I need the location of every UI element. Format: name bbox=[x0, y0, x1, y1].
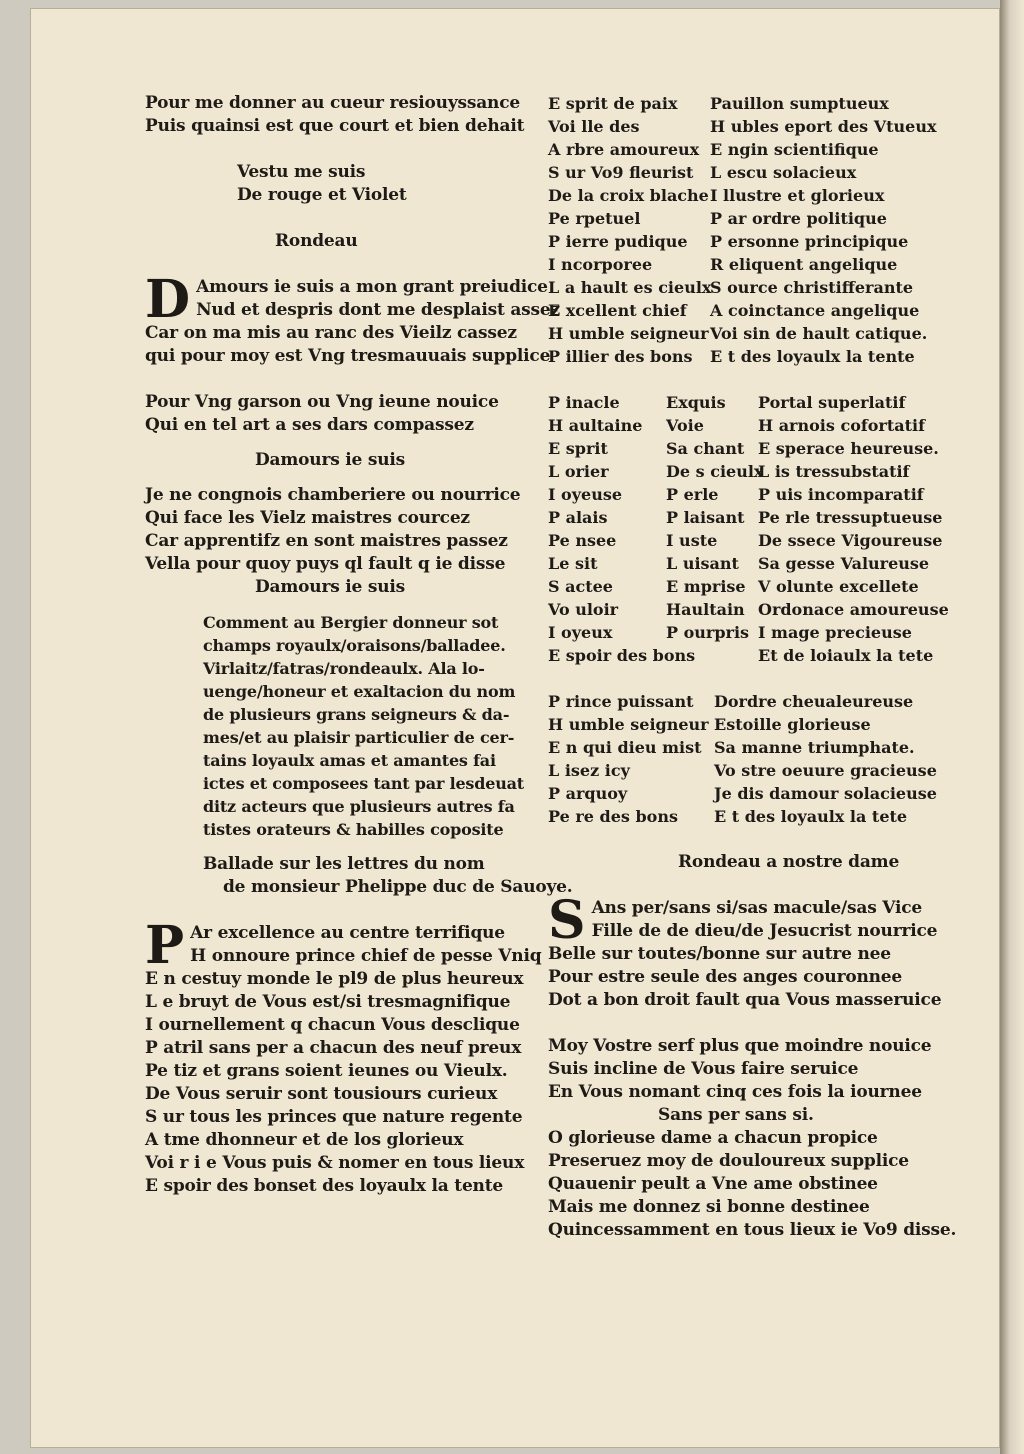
text-line: Ar excellence au centre terrifique bbox=[190, 923, 505, 943]
text-line: Pour me donner au cueur resiouyssance bbox=[145, 93, 520, 113]
text-line: Amours ie suis a mon grant preiudice bbox=[196, 277, 548, 297]
acrostic-cell: L isez icy bbox=[548, 761, 630, 780]
text-line: tistes orateurs & habilles coposite bbox=[203, 820, 504, 839]
acrostic-row bbox=[548, 391, 968, 414]
acrostic-cell: L a hault es cieulx bbox=[548, 278, 712, 297]
acrostic-row bbox=[548, 598, 968, 621]
acrostic-cell: Pe rpetuel bbox=[548, 209, 641, 228]
acrostic-cell: Exquis bbox=[666, 393, 726, 412]
acrostic-cell: Ordonace amoureuse bbox=[758, 600, 949, 619]
acrostic-cell: E t des loyaulx la tente bbox=[710, 347, 915, 366]
acrostic-row bbox=[548, 805, 968, 828]
text-line: ditz acteurs que plusieurs autres fa bbox=[203, 797, 515, 816]
text-line: Puis quainsi est que court et bien dehait bbox=[145, 116, 525, 136]
acrostic-cell: P arquoy bbox=[548, 784, 628, 803]
acrostic-cell: Pe rle tressuptueuse bbox=[758, 508, 943, 527]
acrostic-grid-1 bbox=[548, 92, 968, 368]
text-line: Comment au Bergier donneur sot bbox=[203, 613, 499, 632]
acrostic-row bbox=[548, 184, 968, 207]
rondeau-block bbox=[548, 890, 968, 1012]
text-line: E n cestuy monde le pl9 de plus heureux bbox=[145, 969, 524, 989]
acrostic-row bbox=[548, 644, 968, 667]
acrostic-cell: E sperace heureuse. bbox=[758, 439, 939, 458]
text-line: E spoir des bonset des loyaulx la tente bbox=[145, 1176, 503, 1196]
text-line: Moy Vostre serf plus que moindre nouice bbox=[548, 1036, 932, 1056]
text-line: De Vous seruir sont tousiours curieux bbox=[145, 1084, 498, 1104]
acrostic-cell: Voi sin de hault catique. bbox=[710, 324, 928, 343]
acrostic-cell: P laisant bbox=[666, 508, 745, 527]
acrostic-cell: P ersonne principique bbox=[710, 232, 909, 251]
acrostic-cell: Vo stre oeuure gracieuse bbox=[714, 761, 937, 780]
acrostic-cell: A coinctance angelique bbox=[710, 301, 920, 320]
text-line: Quauenir peult a Vne ame obstinee bbox=[548, 1174, 878, 1194]
acrostic-row bbox=[548, 460, 968, 483]
acrostic-cell: L escu solacieux bbox=[710, 163, 857, 182]
acrostic-row bbox=[548, 713, 968, 736]
acrostic-cell: L uisant bbox=[666, 554, 739, 573]
acrostic-cell: Pauillon sumptueux bbox=[710, 94, 889, 113]
acrostic-cell: I mage precieuse bbox=[758, 623, 912, 642]
acrostic-cell: Voi lle des bbox=[548, 117, 640, 136]
acrostic-row bbox=[548, 552, 968, 575]
text-line: S ur tous les princes que nature regente bbox=[145, 1107, 523, 1127]
acrostic-cell: E xcellent chief bbox=[548, 301, 687, 320]
acrostic-row bbox=[548, 759, 968, 782]
text-line: I ournellement q chacun Vous desclique bbox=[145, 1015, 520, 1035]
text-line: Voi r i e Vous puis & nomer en tous lieux bbox=[145, 1153, 525, 1173]
prose-paragraph bbox=[145, 611, 535, 841]
acrostic-cell: E ngin scientifique bbox=[710, 140, 879, 159]
text-line: Belle sur toutes/bonne sur autre nee bbox=[548, 944, 891, 964]
refrain: Sans per sans si. bbox=[658, 1105, 814, 1125]
acrostic-grid-2 bbox=[548, 391, 968, 667]
rondeau-block bbox=[145, 269, 560, 368]
acrostic-cell: Sa gesse Valureuse bbox=[758, 554, 930, 573]
text-line: de plusieurs grans seigneurs & da- bbox=[203, 705, 510, 724]
acrostic-cell: I uste bbox=[666, 531, 718, 550]
acrostic-cell: E n qui dieu mist bbox=[548, 738, 702, 757]
acrostic-cell: P alais bbox=[548, 508, 608, 527]
acrostic-cell: Le sit bbox=[548, 554, 598, 573]
text-line: Pe tiz et grans soient ieunes ou Vieulx. bbox=[145, 1061, 508, 1081]
text-line: O glorieuse dame a chacun propice bbox=[548, 1128, 878, 1148]
text-line: Preseruez moy de douloureux supplice bbox=[548, 1151, 909, 1171]
acrostic-row bbox=[548, 782, 968, 805]
acrostic-row bbox=[548, 322, 968, 345]
acrostic-cell: L orier bbox=[548, 462, 609, 481]
acrostic-cell: P rince puissant bbox=[548, 692, 694, 711]
acrostic-row bbox=[548, 207, 968, 230]
acrostic-cell: A rbre amoureux bbox=[548, 140, 700, 159]
acrostic-cell: I oyeuse bbox=[548, 485, 623, 504]
acrostic-row bbox=[548, 161, 968, 184]
refrain: Damours ie suis bbox=[255, 450, 406, 470]
acrostic-row bbox=[548, 253, 968, 276]
decorated-initial: P bbox=[145, 915, 185, 976]
decorated-initial: D bbox=[145, 269, 191, 330]
acrostic-row bbox=[548, 138, 968, 161]
acrostic-cell: Dordre cheualeureuse bbox=[714, 692, 914, 711]
acrostic-row bbox=[548, 276, 968, 299]
acrostic-cell: Portal superlatif bbox=[758, 393, 906, 412]
acrostic-row bbox=[548, 529, 968, 552]
text-line: Vestu me suis bbox=[237, 162, 366, 182]
text-line: Quincessamment en tous lieux ie Vo9 disse. bbox=[548, 1220, 957, 1240]
acrostic-cell: S actee bbox=[548, 577, 613, 596]
text-line: Je ne congnois chamberiere ou nourrice bbox=[145, 485, 521, 505]
text-line: Nud et despris dont me desplaist assez bbox=[196, 300, 560, 320]
acrostic-cell: Voie bbox=[666, 416, 704, 435]
acrostic-row bbox=[548, 299, 968, 322]
text-line: Virlaitz/fatras/rondeaulx. Ala lo- bbox=[203, 659, 485, 678]
acrostic-cell bbox=[666, 644, 758, 667]
acrostic-cell: Je dis damour solacieuse bbox=[714, 784, 937, 803]
acrostic-cell: De la croix blache bbox=[548, 186, 709, 205]
acrostic-cell: R eliquent angelique bbox=[710, 255, 898, 274]
acrostic-cell: H aultaine bbox=[548, 416, 643, 435]
acrostic-cell: Haultain bbox=[666, 600, 745, 619]
acrostic-cell: De s cieulx bbox=[666, 462, 764, 481]
text-line: Suis incline de Vous faire seruice bbox=[548, 1059, 859, 1079]
text-line: L e bruyt de Vous est/si tresmagnifique bbox=[145, 992, 511, 1012]
acrostic-cell: P ar ordre politique bbox=[710, 209, 887, 228]
text-line: A tme dhonneur et de los glorieux bbox=[145, 1130, 464, 1150]
decorated-initial: S bbox=[548, 890, 586, 951]
acrostic-row bbox=[548, 736, 968, 759]
section-heading: Ballade sur les lettres du nom bbox=[203, 854, 485, 874]
acrostic-cell: P uis incomparatif bbox=[758, 485, 924, 504]
acrostic-row bbox=[548, 575, 968, 598]
acrostic-cell: P illier des bons bbox=[548, 347, 693, 366]
acrostic-cell: Sa manne triumphate. bbox=[714, 738, 915, 757]
text-line: Ans per/sans si/sas macule/sas Vice bbox=[591, 898, 923, 918]
acrostic-row bbox=[548, 483, 968, 506]
acrostic-cell: De ssece Vigoureuse bbox=[758, 531, 943, 550]
acrostic-cell: Estoille glorieuse bbox=[714, 715, 871, 734]
text-line: P atril sans per a chacun des neuf preux bbox=[145, 1038, 522, 1058]
acrostic-cell: H umble seigneur bbox=[548, 324, 709, 343]
acrostic-cell: P erle bbox=[666, 485, 719, 504]
acrostic-cell: E t des loyaulx la tete bbox=[714, 807, 908, 826]
acrostic-grid-3 bbox=[548, 690, 968, 828]
acrostic-row bbox=[548, 506, 968, 529]
acrostic-cell: V olunte excellete bbox=[758, 577, 919, 596]
ballade-block bbox=[145, 915, 542, 1198]
acrostic-cell: Et de loiaulx la tete bbox=[758, 646, 934, 665]
acrostic-cell: Pe nsee bbox=[548, 531, 617, 550]
acrostic-cell: H arnois cofortatif bbox=[758, 416, 925, 435]
text-line: De rouge et Violet bbox=[237, 185, 407, 205]
acrostic-cell: E sprit bbox=[548, 439, 608, 458]
acrostic-cell: I oyeux bbox=[548, 623, 613, 642]
acrostic-cell: S ource christifferante bbox=[710, 278, 914, 297]
refrain: Damours ie suis bbox=[255, 577, 406, 597]
text-line: tains loyaulx amas et amantes fai bbox=[203, 751, 496, 770]
text-line: H onnoure prince chief de pesse Vniq bbox=[190, 946, 542, 966]
acrostic-cell: E spoir des bons bbox=[548, 646, 696, 665]
text-line: Pour estre seule des anges couronnee bbox=[548, 967, 903, 987]
acrostic-cell: Sa chant bbox=[666, 439, 745, 458]
acrostic-row bbox=[548, 621, 968, 644]
acrostic-row bbox=[548, 690, 968, 713]
text-line: uenge/honeur et exaltacion du nom bbox=[203, 682, 516, 701]
text-line: Car apprentifz en sont maistres passez bbox=[145, 531, 508, 551]
acrostic-cell: S ur Vo9 fleurist bbox=[548, 163, 694, 182]
acrostic-cell: L is tressubstatif bbox=[758, 462, 910, 481]
text-line: Mais me donnez si bonne destinee bbox=[548, 1197, 870, 1217]
section-heading: de monsieur Phelippe duc de Sauoye. bbox=[223, 877, 573, 897]
text-line: Dot a bon droit fault qua Vous masseruice bbox=[548, 990, 942, 1010]
acrostic-cell: E mprise bbox=[666, 577, 746, 596]
text-line: Qui en tel art a ses dars compassez bbox=[145, 415, 474, 435]
acrostic-cell: P inacle bbox=[548, 393, 620, 412]
acrostic-cell: I ncorporee bbox=[548, 255, 653, 274]
acrostic-row bbox=[548, 92, 968, 115]
text-line: qui pour moy est Vng tresmauuais supplice bbox=[145, 346, 551, 366]
text-line: ictes et composees tant par lesdeuat bbox=[203, 774, 524, 793]
text-line: Fille de de dieu/de Jesucrist nourrice bbox=[591, 921, 938, 941]
text-line: En Vous nomant cinq ces fois la iournee bbox=[548, 1082, 922, 1102]
acrostic-cell: P ourpris bbox=[666, 623, 750, 642]
acrostic-row bbox=[548, 414, 968, 437]
section-heading: Rondeau bbox=[275, 231, 358, 251]
acrostic-row bbox=[548, 345, 968, 368]
acrostic-cell: Vo uloir bbox=[548, 600, 619, 619]
book-gutter bbox=[1000, 0, 1024, 1454]
right-column bbox=[548, 92, 968, 1242]
text-line: Pour Vng garson ou Vng ieune nouice bbox=[145, 392, 499, 412]
acrostic-cell: E sprit de paix bbox=[548, 94, 678, 113]
acrostic-cell: Pe re des bons bbox=[548, 807, 678, 826]
acrostic-cell: I llustre et glorieux bbox=[710, 186, 885, 205]
section-heading: Rondeau a nostre dame bbox=[678, 852, 900, 872]
acrostic-cell: P ierre pudique bbox=[548, 232, 688, 251]
acrostic-cell: H ubles eport des Vtueux bbox=[710, 117, 937, 136]
acrostic-row bbox=[548, 230, 968, 253]
acrostic-cell: H umble seigneur bbox=[548, 715, 709, 734]
text-line: Qui face les Vielz maistres courcez bbox=[145, 508, 470, 528]
text-line: Car on ma mis au ranc des Vieilz cassez bbox=[145, 323, 517, 343]
text-line: champs royaulx/oraisons/balladee. bbox=[203, 636, 506, 655]
acrostic-row bbox=[548, 115, 968, 138]
text-line: mes/et au plaisir particulier de cer- bbox=[203, 728, 515, 747]
acrostic-row bbox=[548, 437, 968, 460]
text-line: Vella pour quoy puys ql fault q ie disse bbox=[145, 554, 506, 574]
